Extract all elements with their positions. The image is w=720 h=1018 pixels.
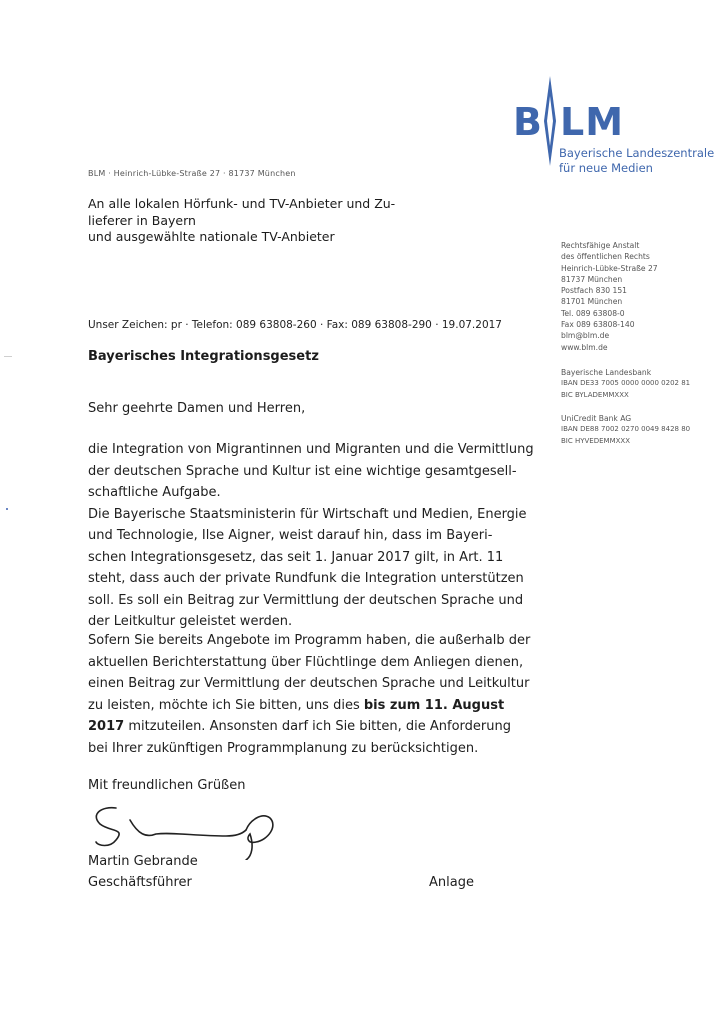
- paragraph-line: Die Bayerische Staatsministerin für Wirtschaft und Medien, Energie: [88, 506, 527, 522]
- logo-letters-lm: LM: [560, 100, 625, 144]
- paragraph-line: steht, dass auch der private Rundfunk die Integration unterstützen: [88, 571, 524, 586]
- bank-bic: BIC HYVEDEMMXXX: [561, 436, 631, 445]
- bank-iban: IBAN DE33 7005 0000 0000 0202 81: [561, 379, 691, 388]
- signer-name: Martin Gebrande: [88, 854, 198, 869]
- paragraph-1: [88, 439, 534, 633]
- logo-subtitle-line2: für neue Medien: [559, 161, 653, 175]
- paragraph-line: soll. Es soll ein Beitrag zur Vermittlung der deutschen Sprache und: [88, 592, 524, 608]
- fold-mark: [4, 356, 12, 357]
- recipient-line: lieferer in Bayern: [88, 212, 196, 228]
- signer-title: Geschäftsführer: [88, 875, 192, 890]
- address-line: Postfach 830 151: [561, 286, 628, 296]
- website-link[interactable]: www.blm.de: [561, 342, 608, 352]
- paragraph-line: der Leitkultur geleistet werden.: [88, 614, 293, 629]
- address-line: Fax 089 63808-140: [561, 320, 635, 330]
- recipient-block: [88, 196, 395, 246]
- sidebar-address: [561, 240, 658, 353]
- bank-iban: IBAN DE88 7002 0270 0049 8428 80: [561, 425, 691, 434]
- bank-bic: BIC BYLADEMMXXX: [561, 390, 629, 399]
- closing: Mit freundlichen Grüßen: [88, 778, 246, 793]
- paragraph-line: der deutschen Sprache und Kultur ist eine wichtige gesamtgesell-: [88, 463, 517, 479]
- punch-mark: [6, 508, 8, 510]
- address-line: 81737 München: [561, 274, 623, 284]
- paragraph-line: aktuellen Berichterstattung über Flüchtlinge dem Anliegen dienen,: [88, 654, 524, 670]
- logo-subtitle-line1: Bayerische Landeszentrale: [559, 146, 715, 160]
- sender-line: BLM · Heinrich-Lübke-Straße 27 · 81737 München: [88, 169, 296, 178]
- paragraph-2: [88, 630, 530, 759]
- paragraph-line: schen Integrationsgesetz, das seit 1. Januar 2017 gilt, in Art. 11: [88, 549, 504, 565]
- recipient-line: und ausgewählte nationale TV-Anbieter: [88, 229, 335, 244]
- sidebar-bank-2: [561, 413, 690, 447]
- logo-compass-icon: [543, 76, 557, 166]
- sidebar-bank-1: [561, 367, 690, 401]
- deadline-date-text: bis zum 11. August: [363, 697, 505, 713]
- paragraph-line: einen Beitrag zur Vermittlung der deutschen Sprache und Leitkultur: [88, 676, 530, 691]
- salutation: Sehr geehrte Damen und Herren,: [88, 401, 306, 416]
- address-line: 81701 München: [561, 297, 623, 307]
- subject-heading: Bayerisches Integrationsgesetz: [88, 349, 319, 364]
- paragraph-line: schaftliche Aufgabe.: [88, 485, 221, 500]
- address-line: des öffentlichen Rechts: [561, 252, 650, 262]
- paragraph-line: die Integration von Migrantinnen und Migranten und die Vermittlung: [88, 442, 534, 457]
- address-line: Rechtsfähige Anstalt: [561, 241, 640, 250]
- deadline-trail-text: mitzuteilen. Ansonsten darf ich Sie bitten, die Anforderung: [124, 719, 511, 734]
- recipient-line: An alle lokalen Hörfunk- und TV-Anbieter und Zu-: [88, 196, 396, 211]
- paragraph-line: [88, 695, 530, 717]
- attachment-label: Anlage: [429, 875, 474, 890]
- address-line: Heinrich-Lübke-Straße 27: [561, 263, 658, 273]
- paragraph-line: [88, 716, 530, 738]
- email-link[interactable]: blm@blm.de: [561, 331, 610, 341]
- reference-line: Unser Zeichen: pr · Telefon: 089 63808-260 · Fax: 089 63808-290 · 19.07.2017: [88, 319, 502, 331]
- deadline-year-text: 2017: [88, 719, 125, 734]
- bank-name: UniCredit Bank AG: [561, 414, 632, 423]
- address-line: Tel. 089 63808-0: [561, 308, 625, 318]
- paragraph-line: und Technologie, Ilse Aigner, weist darauf hin, dass im Bayeri-: [88, 528, 493, 543]
- paragraph-line: bei Ihrer zukünftigen Programmplanung zu berücksichtigen.: [88, 740, 479, 756]
- paragraph-line: Sofern Sie bereits Angebote im Programm haben, die außerhalb der: [88, 633, 531, 648]
- logo-letter-b: B: [513, 100, 543, 144]
- deadline-lead-text: zu leisten, möchte ich Sie bitten, uns dies: [88, 697, 364, 713]
- bank-name: Bayerische Landesbank: [561, 368, 652, 377]
- blm-logo: [513, 98, 715, 178]
